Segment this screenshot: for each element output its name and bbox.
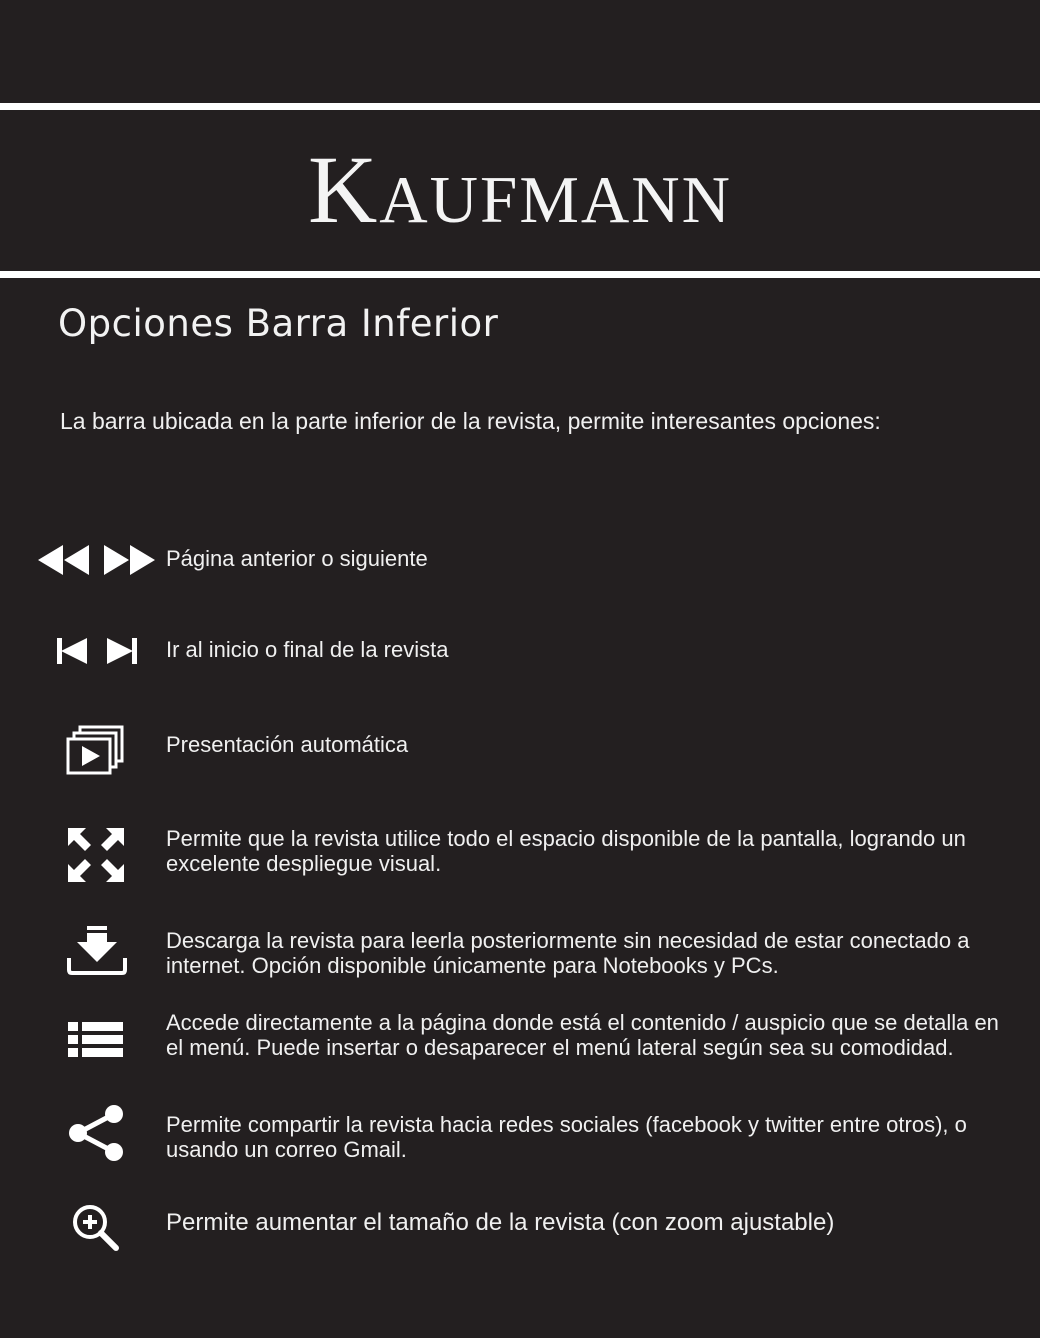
option-label: Permite aumentar el tamaño de la revista (con zoom ajustable) (166, 1209, 835, 1236)
option-label: Permite que la revista utilice todo el espacio disponible de la pantalla, logrando un excelente despliegue visual. (166, 826, 966, 876)
brand-logo: Kaufmann (307, 136, 733, 243)
option-label: Página anterior o siguiente (166, 546, 428, 571)
option-label: Accede directamente a la página donde está el contenido / auspicio que se detalla en el menú. Puede insertar o desaparecer el menú lateral según sea su comodidad. (166, 1010, 999, 1060)
download-icon (66, 924, 128, 976)
zoom-in-icon (70, 1202, 122, 1254)
page-title: Opciones Barra Inferior (58, 302, 499, 345)
option-label: Presentación automática (166, 732, 409, 757)
option-label: Permite compartir la revista hacia redes sociales (facebook y twitter entre otros), o usando un correo Gmail. (166, 1112, 967, 1162)
share-icon (66, 1102, 126, 1164)
option-label: Ir al inicio o final de la revista (166, 637, 449, 662)
top-divider (0, 103, 1040, 110)
bottom-divider (0, 271, 1040, 278)
intro-text: La barra ubicada en la parte inferior de la revista, permite interesantes opciones: (60, 408, 881, 434)
slideshow-icon (66, 724, 126, 776)
first-last-page-icon (55, 634, 139, 668)
fullscreen-icon (66, 826, 126, 884)
table-of-contents-icon (66, 1020, 126, 1060)
prev-next-page-icon (36, 540, 158, 580)
option-label: Descarga la revista para leerla posteriormente sin necesidad de estar conectado a internet. Opción disponible únicamente para Notebooks y PCs. (166, 928, 970, 978)
